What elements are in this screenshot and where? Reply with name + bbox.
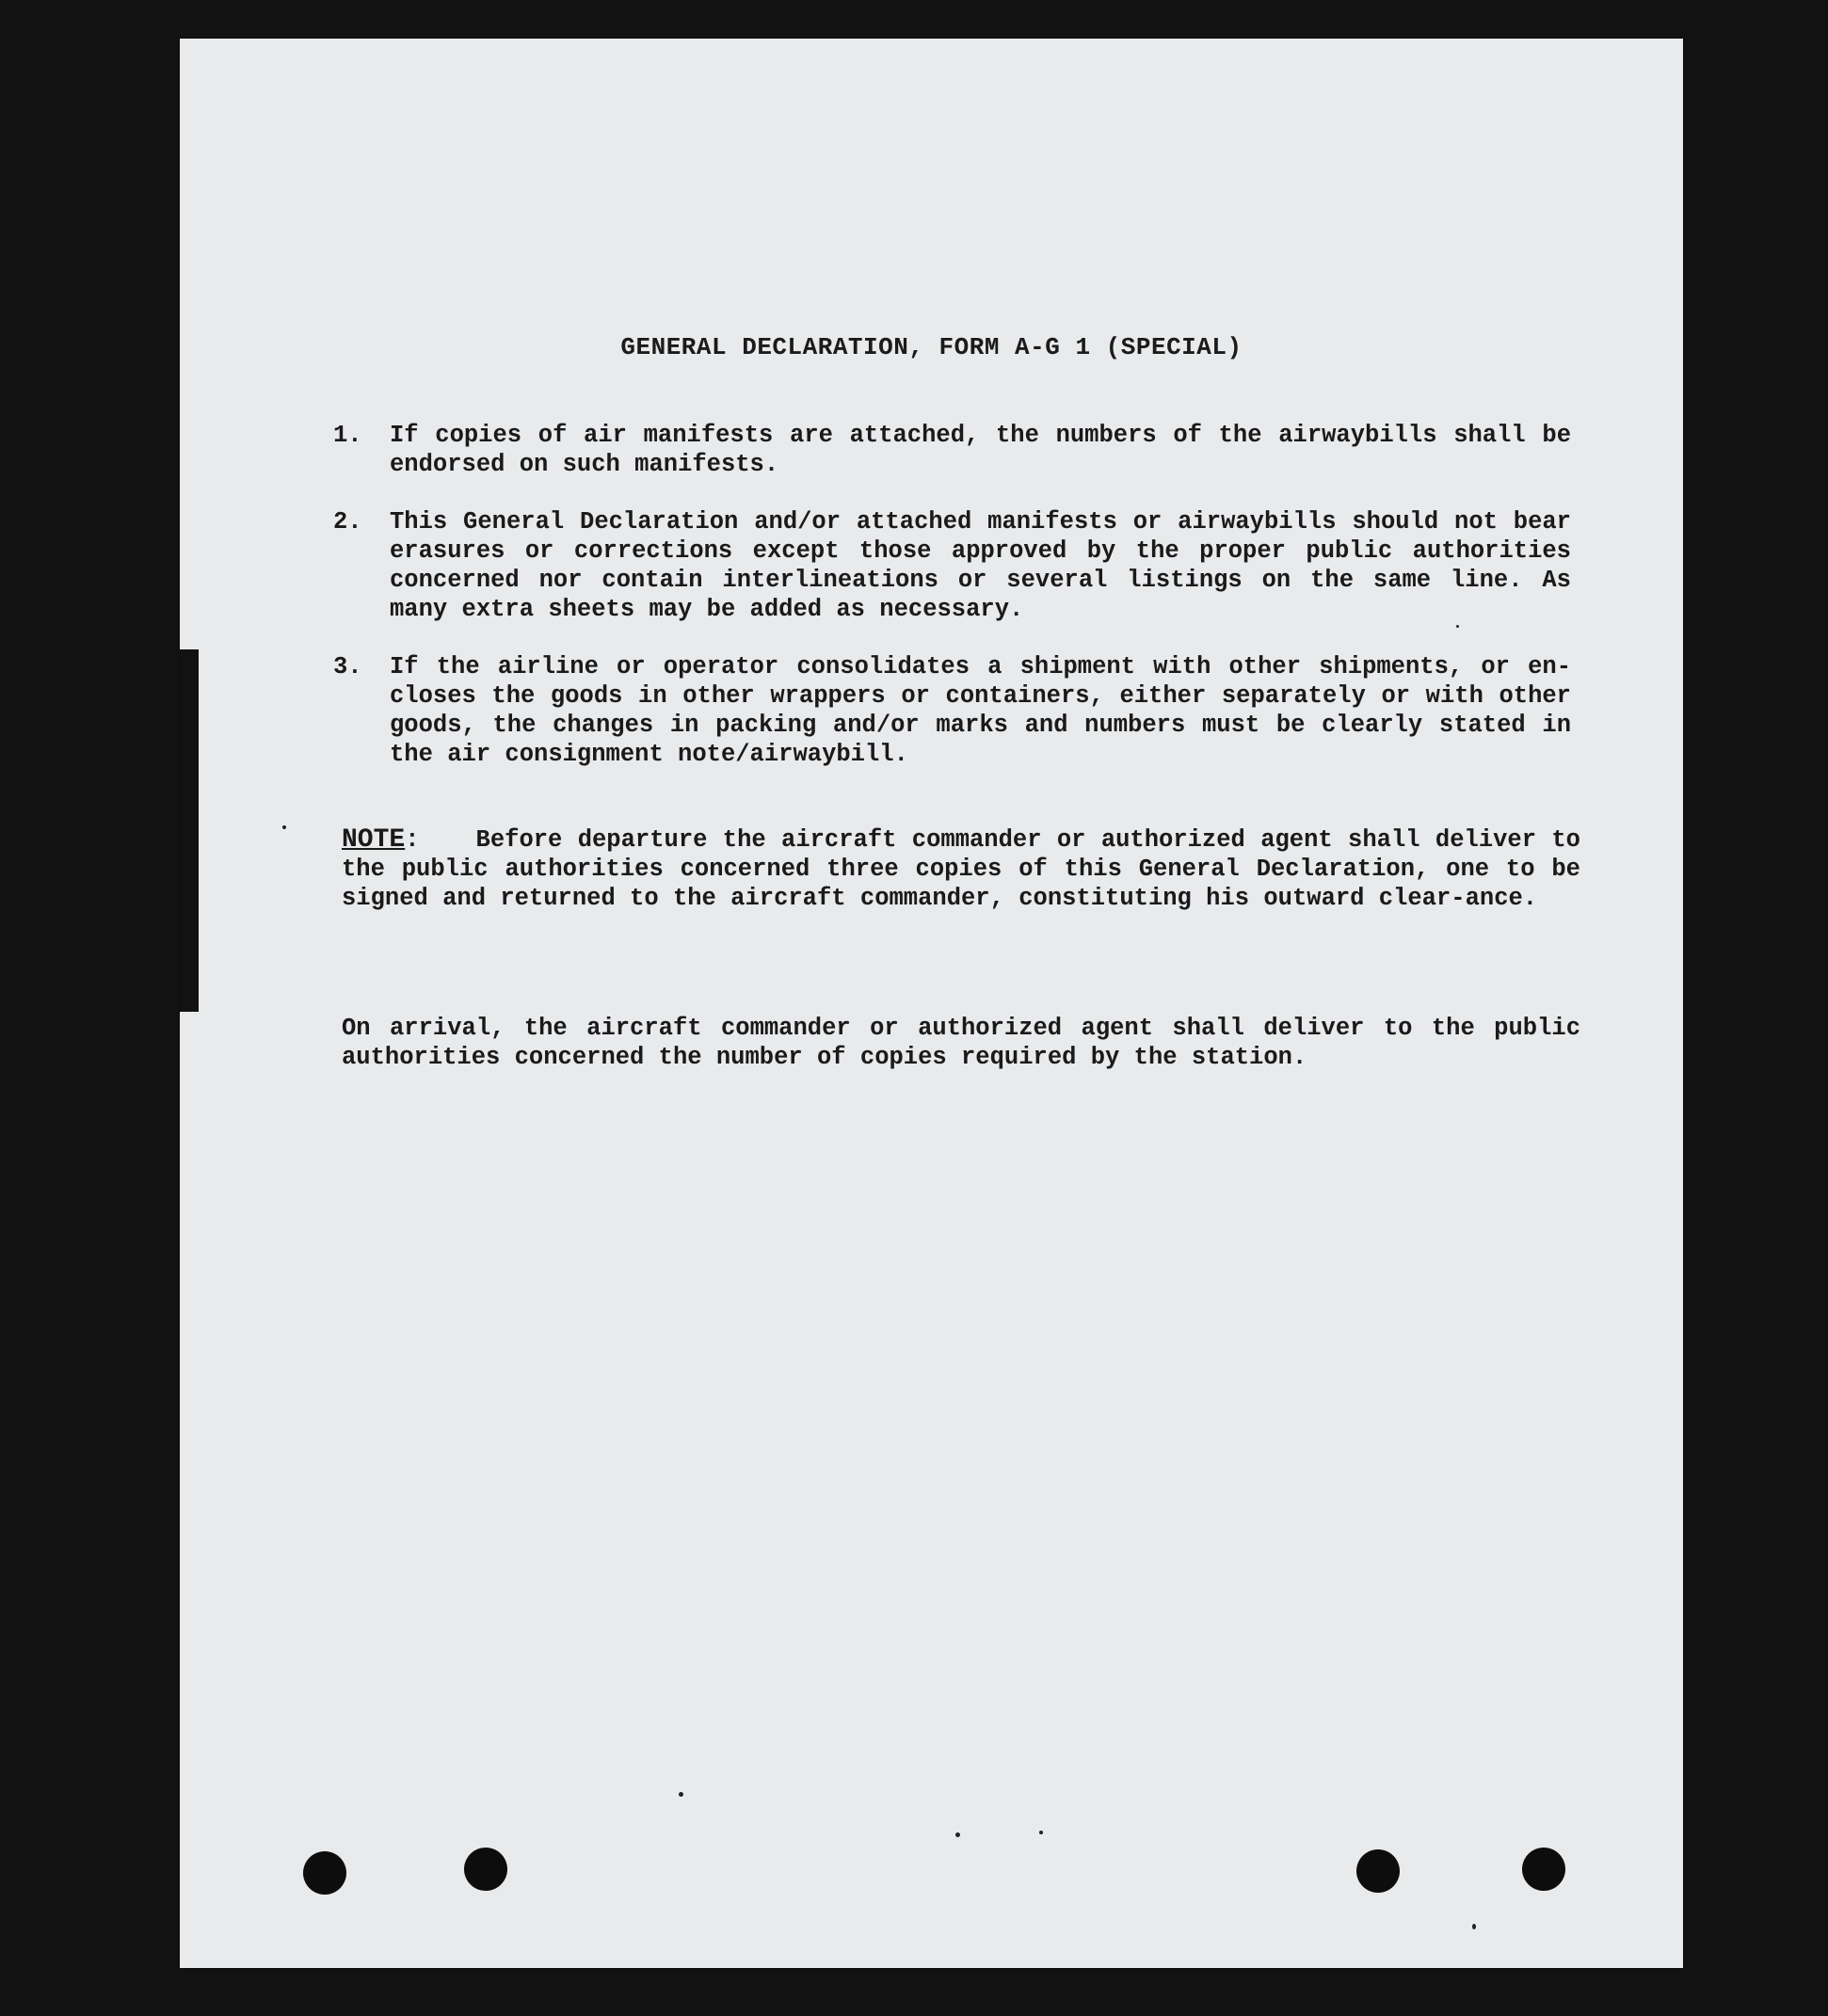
punch-hole (1356, 1849, 1400, 1893)
declaration-item (333, 652, 1576, 775)
scan-speck (1456, 625, 1459, 628)
note-label: NOTE (342, 825, 406, 855)
note-paragraph (342, 825, 1580, 913)
declaration-item (333, 421, 1576, 487)
scan-speck (679, 1792, 683, 1797)
punch-hole (1522, 1848, 1565, 1891)
item-text: This General Declaration and/or attached manifests or airwaybills should not bear erasures or corrections except those approved by the proper public authorities concerned nor contain interlineations or several listings on the same line. As many extra sheets may be added as necessary. (390, 508, 1571, 623)
document-title: GENERAL DECLARATION, FORM A-G 1 (SPECIAL) (620, 333, 1243, 361)
scan-speck (1039, 1831, 1043, 1834)
punch-hole (303, 1851, 346, 1895)
declaration-item (333, 507, 1576, 630)
scan-speck (955, 1832, 960, 1837)
item-text: If the airline or operator consolidates a shipment with other shipments, or en-closes the goods in other wrappers or containers, either separately or with other goods, the changes in packing and/or marks and numbers must be clearly stated in the air consignment note/airwaybill. (390, 653, 1571, 768)
note-text: Before departure the aircraft commander or authorized agent shall deliver to the public authorities concerned three copies of this General Declaration, one to be signed and returned to the aircraft commander, constituting his outward clear-ance. (342, 826, 1580, 912)
item-text: If copies of air manifests are attached, the numbers of the airwaybills shall be endorsed on such manifests. (390, 422, 1571, 478)
scan-speck (1472, 1924, 1476, 1929)
document-page (180, 39, 1683, 1968)
scan-speck (282, 825, 286, 829)
punch-hole (464, 1848, 507, 1891)
arrival-paragraph: On arrival, the aircraft commander or authorized agent shall deliver to the public authorities concerned the number of copies required by the station. (342, 1015, 1580, 1071)
item-number: 1. (333, 422, 362, 449)
item-number: 3. (333, 653, 362, 680)
page-edge-tear (180, 649, 199, 1012)
note-label-suffix: : (405, 826, 420, 854)
item-number: 2. (333, 508, 362, 536)
